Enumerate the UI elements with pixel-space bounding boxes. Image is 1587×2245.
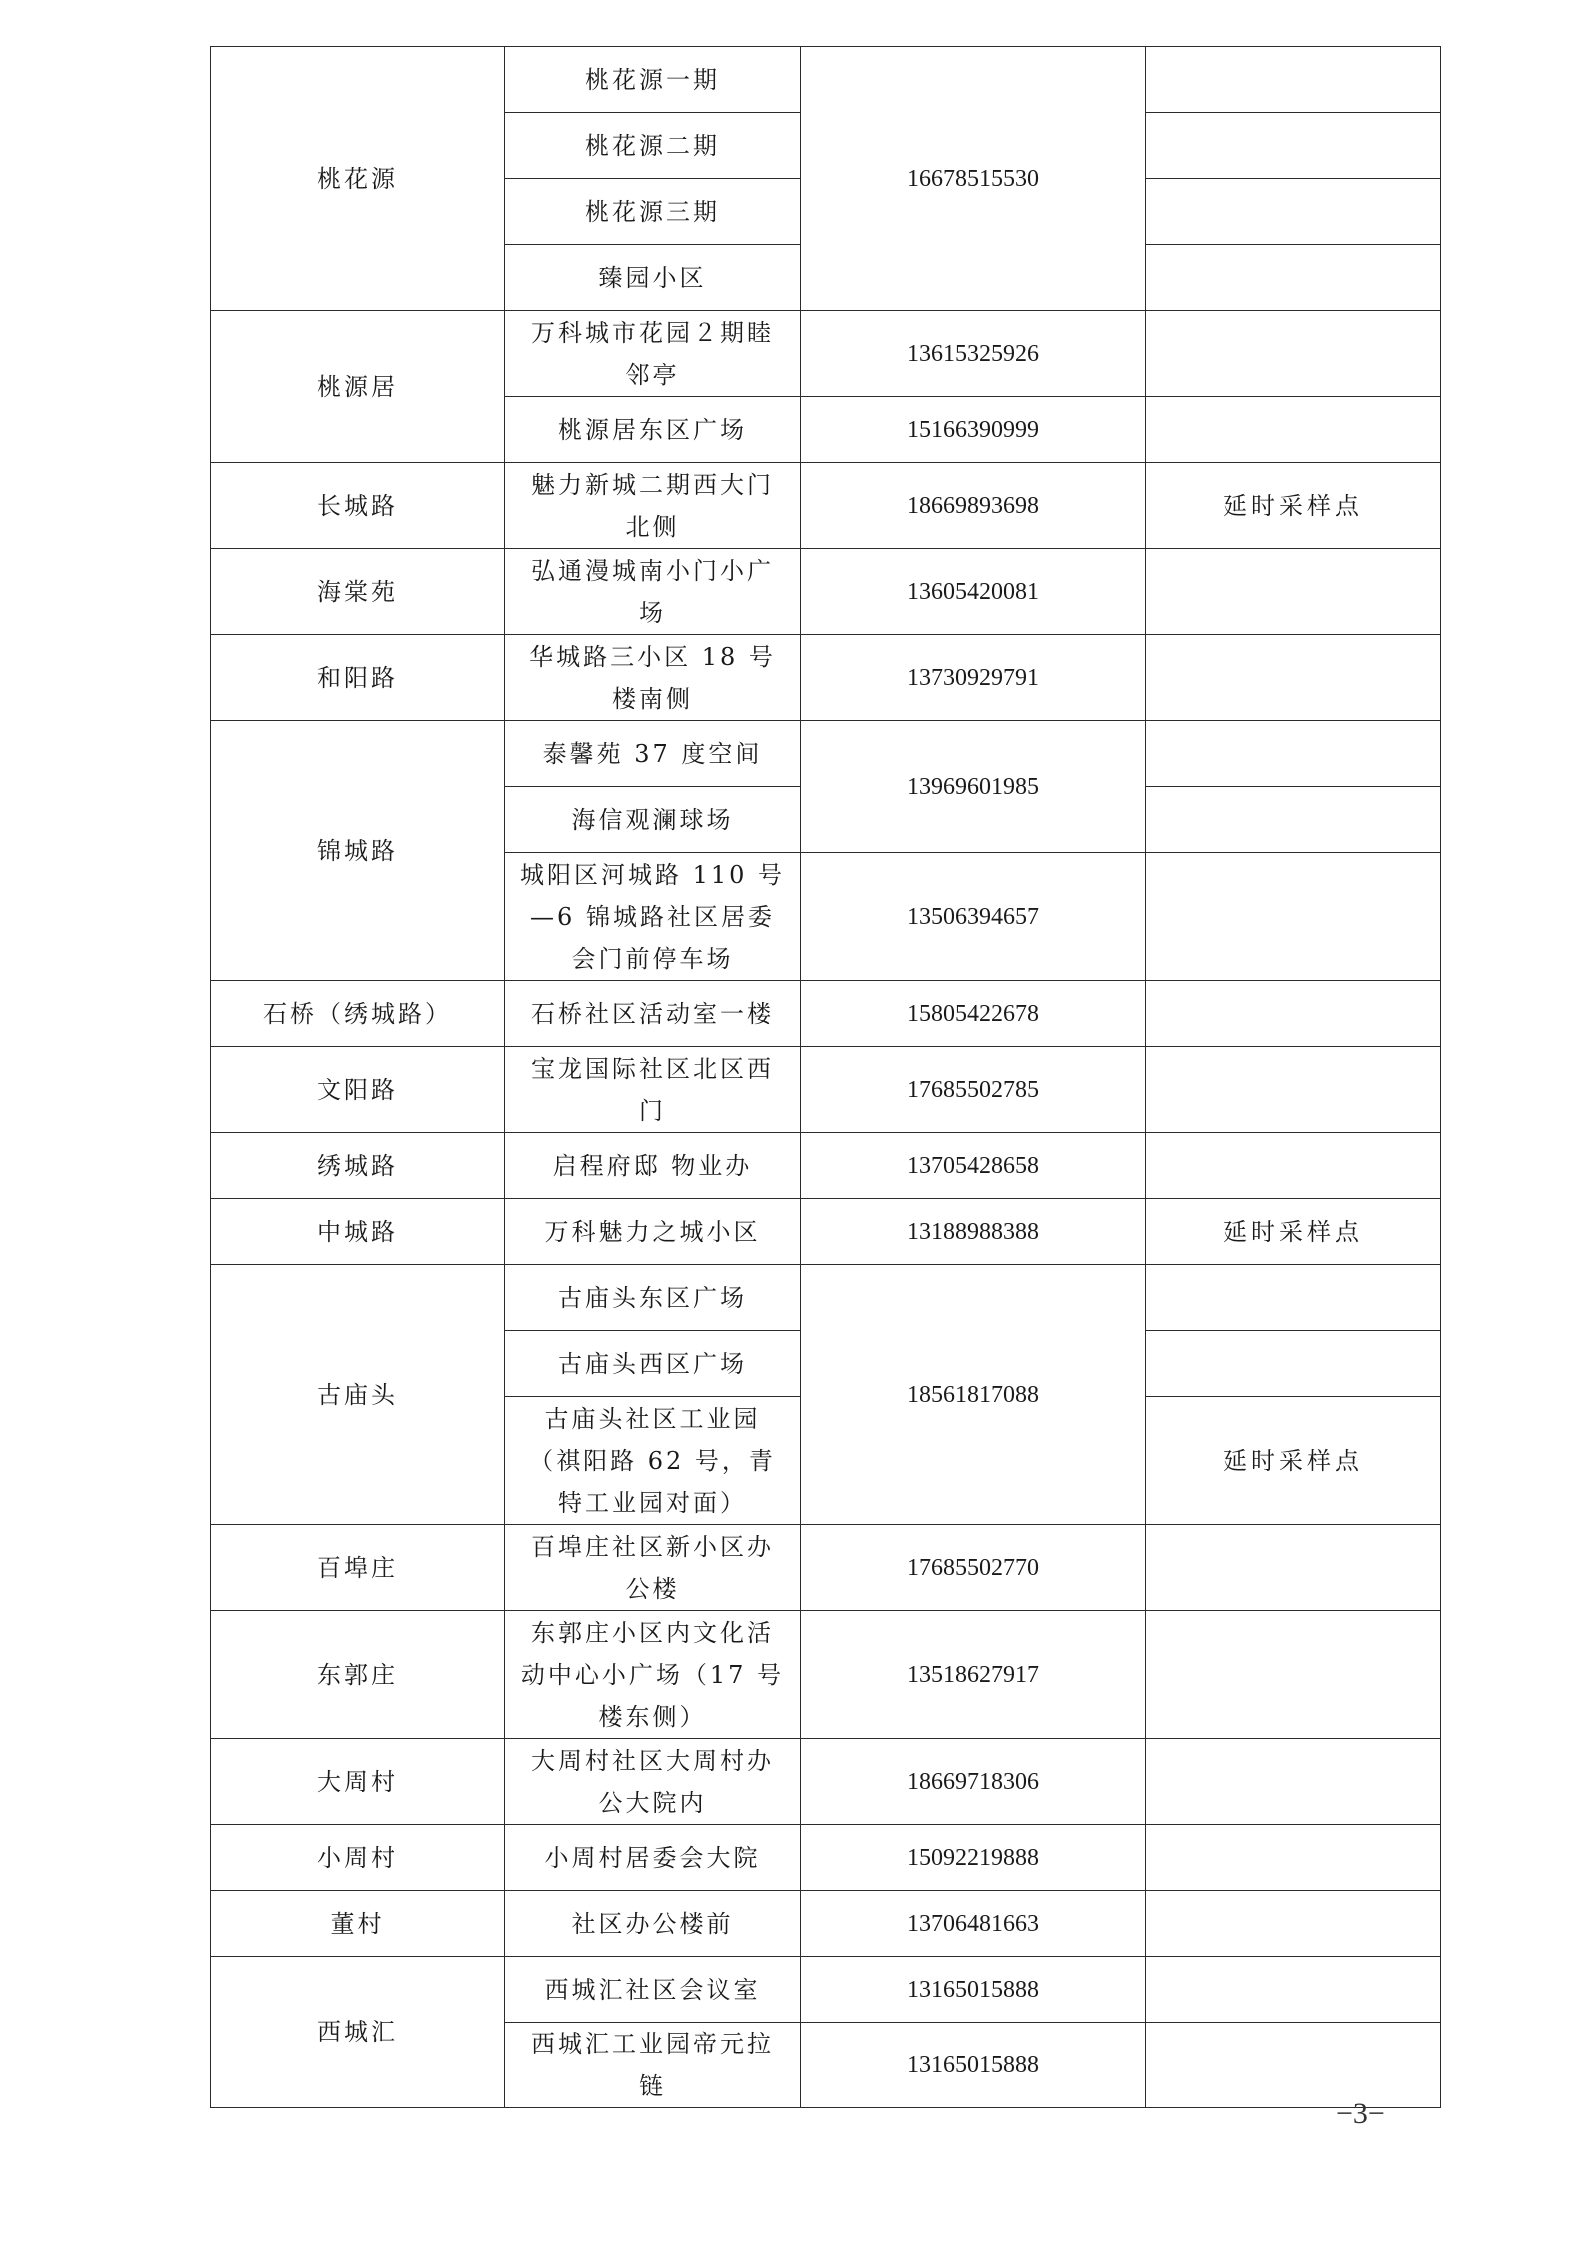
table-row [211, 311, 1441, 397]
phone-cell: 15805422678 [801, 981, 1146, 1047]
site-cell: 万科魅力之城小区 [505, 1199, 801, 1265]
note-cell [1146, 721, 1441, 787]
note-cell [1146, 179, 1441, 245]
note-cell [1146, 1891, 1441, 1957]
table-row [211, 1199, 1441, 1265]
table-row [211, 1957, 1441, 2023]
phone-cell: 13165015888 [801, 1957, 1146, 2023]
community-cell: 大周村 [211, 1739, 505, 1825]
phone-cell: 13730929791 [801, 635, 1146, 721]
phone-cell: 13706481663 [801, 1891, 1146, 1957]
note-cell [1146, 47, 1441, 113]
note-cell [1146, 1825, 1441, 1891]
site-cell: 万科城市花园２期睦邻亭 [505, 311, 801, 397]
site-cell: 臻园小区 [505, 245, 801, 311]
site-cell: 弘通漫城南小门小广场 [505, 549, 801, 635]
site-cell: 社区办公楼前 [505, 1891, 801, 1957]
site-cell: 东郭庄小区内文化活动中心小广场（17 号楼东侧） [505, 1611, 801, 1739]
note-cell [1146, 549, 1441, 635]
note-cell: 延时采样点 [1146, 1397, 1441, 1525]
table-row [211, 549, 1441, 635]
site-cell: 海信观澜球场 [505, 787, 801, 853]
community-cell: 和阳路 [211, 635, 505, 721]
phone-cell: 15092219888 [801, 1825, 1146, 1891]
note-cell [1146, 1331, 1441, 1397]
table-row [211, 1611, 1441, 1739]
community-cell: 桃花源 [211, 47, 505, 311]
note-cell [1146, 981, 1441, 1047]
site-cell: 泰馨苑 37 度空间 [505, 721, 801, 787]
note-cell [1146, 635, 1441, 721]
community-cell: 绣城路 [211, 1133, 505, 1199]
table-row [211, 1525, 1441, 1611]
community-cell: 石桥（绣城路） [211, 981, 505, 1047]
phone-cell: 13615325926 [801, 311, 1146, 397]
note-cell [1146, 1957, 1441, 2023]
site-cell: 百埠庄社区新小区办公楼 [505, 1525, 801, 1611]
site-cell: 城阳区河城路 110 号—6 锦城路社区居委会门前停车场 [505, 853, 801, 981]
phone-cell: 13969601985 [801, 721, 1146, 853]
phone-cell: 17685502770 [801, 1525, 1146, 1611]
table-row [211, 635, 1441, 721]
note-cell [1146, 787, 1441, 853]
table-row [211, 981, 1441, 1047]
note-cell [1146, 853, 1441, 981]
community-cell: 长城路 [211, 463, 505, 549]
phone-cell: 18669718306 [801, 1739, 1146, 1825]
community-cell: 东郭庄 [211, 1611, 505, 1739]
table-row [211, 1891, 1441, 1957]
note-cell [1146, 1739, 1441, 1825]
table-row [211, 463, 1441, 549]
sampling-sites-table [210, 46, 1441, 2108]
community-cell: 百埠庄 [211, 1525, 505, 1611]
note-cell [1146, 2023, 1441, 2108]
note-cell [1146, 311, 1441, 397]
note-cell [1146, 245, 1441, 311]
community-cell: 桃源居 [211, 311, 505, 463]
site-cell: 古庙头东区广场 [505, 1265, 801, 1331]
phone-cell: 18669893698 [801, 463, 1146, 549]
site-cell: 桃花源一期 [505, 47, 801, 113]
site-cell: 西城汇社区会议室 [505, 1957, 801, 2023]
site-cell: 小周村居委会大院 [505, 1825, 801, 1891]
site-cell: 华城路三小区 18 号楼南侧 [505, 635, 801, 721]
community-cell: 锦城路 [211, 721, 505, 981]
note-cell [1146, 1047, 1441, 1133]
site-cell: 宝龙国际社区北区西门 [505, 1047, 801, 1133]
note-cell [1146, 1265, 1441, 1331]
phone-cell: 16678515530 [801, 47, 1146, 311]
note-cell [1146, 397, 1441, 463]
phone-cell: 13506394657 [801, 853, 1146, 981]
table-row [211, 1739, 1441, 1825]
table-row [211, 1047, 1441, 1133]
note-cell [1146, 1133, 1441, 1199]
table-row [211, 1825, 1441, 1891]
community-cell: 董村 [211, 1891, 505, 1957]
phone-cell: 13518627917 [801, 1611, 1146, 1739]
phone-cell: 15166390999 [801, 397, 1146, 463]
community-cell: 西城汇 [211, 1957, 505, 2108]
site-cell: 桃花源二期 [505, 113, 801, 179]
phone-cell: 18561817088 [801, 1265, 1146, 1525]
site-cell: 古庙头西区广场 [505, 1331, 801, 1397]
table-row [211, 1265, 1441, 1331]
phone-cell: 17685502785 [801, 1047, 1146, 1133]
site-cell: 启程府邸 物业办 [505, 1133, 801, 1199]
site-cell: 桃花源三期 [505, 179, 801, 245]
note-cell: 延时采样点 [1146, 1199, 1441, 1265]
community-cell: 古庙头 [211, 1265, 505, 1525]
site-cell: 西城汇工业园帝元拉链 [505, 2023, 801, 2108]
community-cell: 中城路 [211, 1199, 505, 1265]
note-cell: 延时采样点 [1146, 463, 1441, 549]
site-cell: 大周村社区大周村办公大院内 [505, 1739, 801, 1825]
community-cell: 文阳路 [211, 1047, 505, 1133]
note-cell [1146, 1525, 1441, 1611]
community-cell: 海棠苑 [211, 549, 505, 635]
note-cell [1146, 1611, 1441, 1739]
phone-cell: 13705428658 [801, 1133, 1146, 1199]
page-number: −3− [1336, 2097, 1385, 2130]
note-cell [1146, 113, 1441, 179]
community-cell: 小周村 [211, 1825, 505, 1891]
site-cell: 桃源居东区广场 [505, 397, 801, 463]
phone-cell: 13605420081 [801, 549, 1146, 635]
table-row [211, 1133, 1441, 1199]
phone-cell: 13188988388 [801, 1199, 1146, 1265]
table-row [211, 721, 1441, 787]
site-cell: 魅力新城二期西大门北侧 [505, 463, 801, 549]
table-row [211, 47, 1441, 113]
site-cell: 古庙头社区工业园（祺阳路 62 号，青特工业园对面） [505, 1397, 801, 1525]
site-cell: 石桥社区活动室一楼 [505, 981, 801, 1047]
phone-cell: 13165015888 [801, 2023, 1146, 2108]
